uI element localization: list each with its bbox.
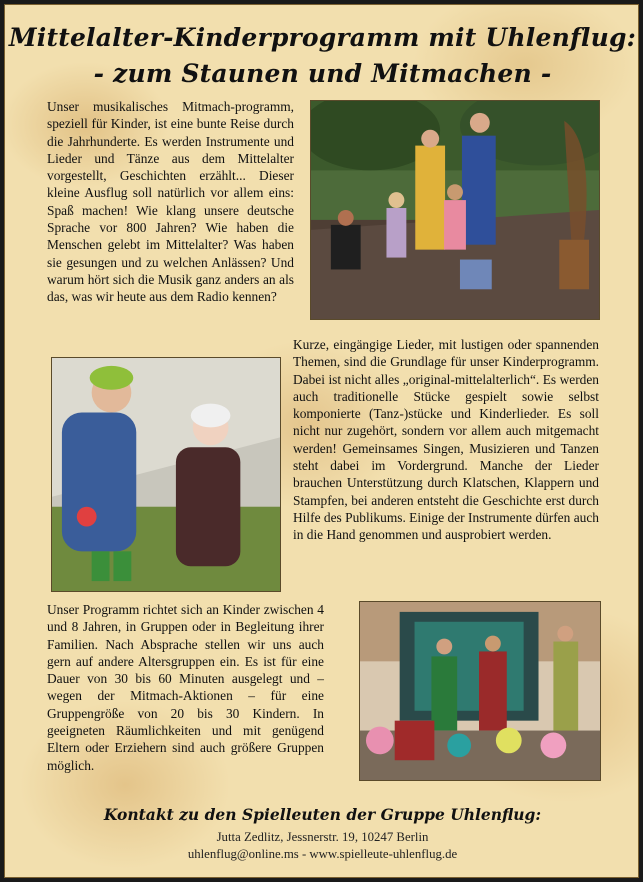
photo-performance-outdoors: [310, 100, 600, 320]
audience-paragraph: Unser Programm richtet sich an Kinder zwischen 4 und 8 Jahren, in Gruppen oder in Begleitung ihrer Familien. Nach Absprache stellen wir uns auch gern auf andere Altersgruppen ein. Es ist für eine Dauer von 30 bis 60 Minuten ausgelegt und – wegen der Mitmach-Aktionen – für eine Gruppengröße von 20 bis 30 Kindern. In geeigneten Räumlichkeiten und mit genügend Eltern oder Erziehern sind auch größere Gruppen möglich.: [47, 602, 324, 773]
program-paragraph: Kurze, eingängige Lieder, mit lustigen oder spannenden Themen, sind die Grundlage für unser Kinderprogramm. Dabei ist nicht alles „original-mittelalterlich“. Es werden auch traditionelle Stücke gespielt sowie selbst komponierte (Tanz-)stücke und Kinderlieder. Es soll nicht nur zugehört, sondern vor allem auch mitgemacht werden! Gemeinsames Singen, Musizieren und Tanzen steht dabei im Vordergrund. Manche der Lieder brauchen Unterstützung durch Klatschen, Klappern und Stampfen, bei anderen entsteht die Geschichte erst durch Hilfe des Publikums. Einige der Instrumente dürfen auch in die Hand genommen und ausprobiert werden.: [293, 337, 599, 543]
photo-children-costumes: [51, 357, 281, 592]
contact-web: uhlenflug@online.ms - www.spielleute-uhlenflug.de: [187, 847, 458, 861]
photo-stage-performance: [359, 601, 601, 781]
contact-heading: Kontakt zu den Spielleuten der Gruppe Uhlenflug:: [103, 805, 542, 824]
title-line-1: Mittelalter-Kinderprogramm mit Uhlenflug:: [8, 23, 637, 52]
flyer-page: [4, 4, 639, 878]
intro-paragraph: Unser musikalisches Mitmach-programm, speziell für Kinder, ist eine bunte Reise durch die Jahrhunderte. Es werden Instrumente und Lieder und Tänze aus dem Mittelalter vorgestellt, Geschichten erzählt... Dieser kleine Ausflug soll natürlich vor allem eins: Spaß machen! Wie klang unsere deutsche Sprache vor 800 Jahren? Wie haben die Menschen gelebt im Mittelalter? Was haben sie gesungen und zu welchen Anlässen? Und warum hört sich die Musik ganz anders an als das, was wir heute aus dem Radio kennen?: [47, 99, 294, 305]
contact-address: Jutta Zedlitz, Jessnerstr. 19, 10247 Berlin: [216, 830, 429, 844]
title-line-2: - zum Staunen und Mitmachen -: [93, 59, 552, 88]
